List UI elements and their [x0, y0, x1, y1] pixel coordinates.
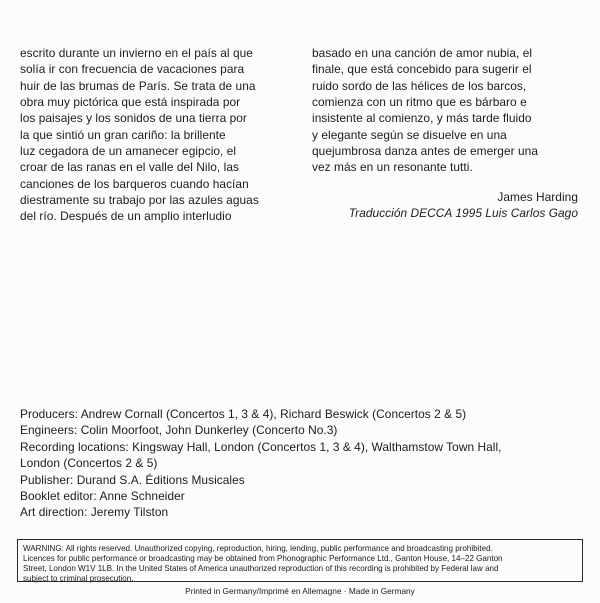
notes-line: croar de las ranas en el valle del Nilo, las [20, 160, 239, 175]
warning-line: Street, London W1V 1LB. In the United States of America unauthorized reproduction of this recording is prohibited by Federal law and [23, 563, 499, 573]
notes-line: del río. Después de un amplio interludio [20, 209, 232, 224]
notes-line: ruido sordo de las hélices de los barcos, [312, 78, 527, 93]
credit-line: Art direction: Jeremy Tilston [20, 505, 169, 520]
notes-line: obra muy pictórica que está inspirada por [20, 95, 241, 110]
notes-line: finale, que está concebido para sugerir el [312, 62, 532, 77]
author-name: James Harding [497, 189, 578, 204]
credits-list [20, 406, 502, 521]
notes-line: y elegante según se disuelve en una [312, 127, 507, 142]
notes-line: quejumbrosa danza antes de emerger una [312, 144, 538, 159]
notes-line: insistente al comienzo, y más tarde fluido [312, 111, 532, 126]
translation-credit: Traducción DECCA 1995 Luis Carlos Gago [348, 206, 578, 221]
signature-block [312, 189, 578, 222]
warning-line: Licences for public performance or broadcasting may be obtained from Phonographic Performance Ltd., Ganton House, 14–22 Ganton [23, 553, 503, 563]
notes-line: comienza con un ritmo que es bárbaro e [312, 95, 527, 110]
credit-line: Engineers: Colin Moorfoot, John Dunkerley (Concerto No.3) [20, 423, 338, 438]
printed-in-footer: Printed in Germany/Imprimé en Allemagne · Made in Germany [185, 586, 415, 596]
notes-left-column [20, 45, 292, 225]
notes-right-column [312, 45, 578, 221]
notes-line: canciones de los barqueros cuando hacían [20, 176, 249, 191]
notes-line: escrito durante un invierno en el país al que [20, 46, 253, 60]
notes-line: luz cegadora de un amanecer egipcio, el [20, 144, 237, 159]
credit-line: Producers: Andrew Cornall (Concertos 1, 3 & 4), Richard Beswick (Concertos 2 & 5) [20, 407, 467, 421]
warning-line: WARNING: All rights reserved. Unauthorized copying, reproduction, hiring, lending, public performance and broadcasting prohibited. [23, 544, 493, 553]
copyright-warning-box [17, 539, 583, 582]
notes-line: basado en una canción de amor nubia, el [312, 46, 533, 60]
credit-line: Booklet editor: Anne Schneider [20, 489, 185, 504]
notes-line: los paisajes y los sonidos de una tierra por [20, 111, 247, 126]
notes-line: vez más en un resonante tutti. [312, 160, 473, 175]
notes-line: la que sintió un gran cariño: la brillente [20, 127, 226, 142]
notes-line: huir de las brumas de París. Se trata de una [20, 78, 256, 93]
warning-line: subject to criminal prosecution. [23, 573, 134, 583]
notes-line: diestramente su trabajo por las azules aguas [20, 193, 259, 208]
credit-line: London (Concertos 2 & 5) [20, 456, 158, 471]
credit-line: Publisher: Durand S.A. Éditions Musicales [20, 472, 245, 487]
notes-line: solía ir con frecuencia de vacaciones para [20, 62, 245, 77]
credit-line: Recording locations: Kingsway Hall, London (Concertos 1, 3 & 4), Walthamstow Town Hall, [20, 439, 502, 454]
